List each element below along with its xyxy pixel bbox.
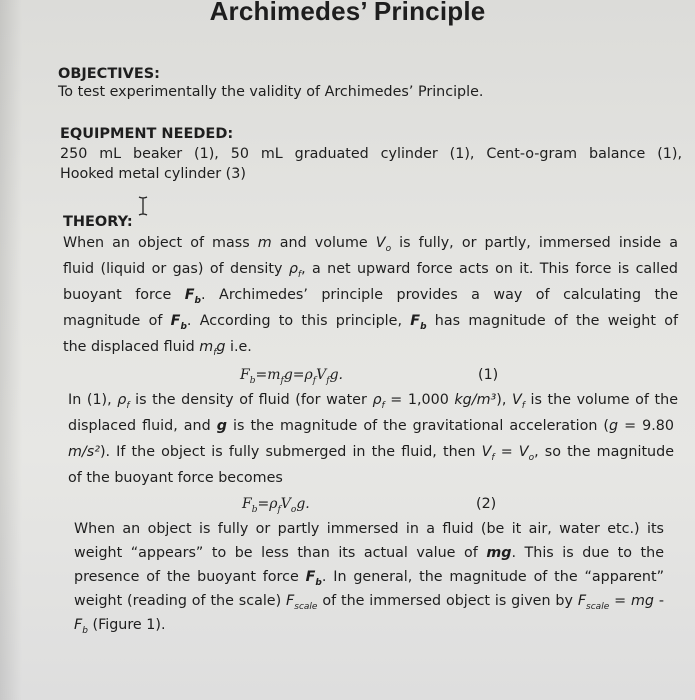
objectives-text: To test experimentally the validity of Archimedes’ Principle. xyxy=(58,84,484,100)
theory-heading: THEORY: xyxy=(63,214,133,230)
theory-p3-line-1: When an object is fully or partly immersed in a fluid (be it air, water etc.) its xyxy=(74,521,664,537)
theory-p1-line-3: buoyant force $F_b$. Archimedes’ principle provides a way of calculating the xyxy=(63,287,678,306)
theory-p1-line-1: When an object of mass m and volume $V_o$ is fully, or partly, immersed inside a xyxy=(63,235,678,254)
theory-p3-line-5: $F_b$ (Figure 1). xyxy=(74,617,166,636)
theory-p3-line-2: weight “appears” to be less than its actual value of mg. This is due to the xyxy=(74,545,665,561)
equation-2-number: (2) xyxy=(476,496,497,512)
equation-1-number: (1) xyxy=(478,367,499,383)
theory-p2-line-1: In (1), $\rho_f$ is the density of fluid (for water $\rho_f = 1,000$ kg/m³), $V_f$ is the volume of the xyxy=(68,392,678,411)
theory-p2-line-2: displaced fluid, and g is the magnitude of the gravitational acceleration (g = 9.80 xyxy=(68,418,674,434)
equipment-line-1: 250 mL beaker (1), 50 mL graduated cylinder (1), Cent-o-gram balance (1), xyxy=(60,146,682,162)
text-cursor-icon xyxy=(137,196,149,216)
page-title: Archimedes’ Principle xyxy=(209,0,486,26)
theory-p2-line-4: of the buoyant force becomes xyxy=(68,470,283,486)
theory-p3-line-3: presence of the buoyant force $F_b$. In general, the magnitude of the “apparent” xyxy=(74,569,664,588)
theory-p2-line-3: m/s²). If the object is fully submerged in the fluid, then $V_f = V_o$, so the magnitude xyxy=(68,444,674,463)
theory-p1-line-5: the displaced fluid $m_fg$ i.e. xyxy=(63,339,252,358)
page-shadow xyxy=(0,0,22,700)
theory-p1-line-4: magnitude of $F_b$. According to this principle, $F_b$ has magnitude of the weight of xyxy=(63,313,678,332)
theory-p1-line-2: fluid (liquid or gas) of density $\rho_f$, a net upward force acts on it. This force is called xyxy=(63,261,679,280)
objectives-heading: OBJECTIVES: xyxy=(58,66,160,82)
equation-1: $F_b=m_fg=\rho_fV_fg$. xyxy=(240,367,344,386)
equipment-line-2: Hooked metal cylinder (3) xyxy=(60,166,246,182)
theory-p3-line-4: weight (reading of the scale) $F_{scale}$ of the immersed object is given by $F_{scale}$ = mg - xyxy=(74,593,664,612)
equation-2: $F_b=\rho_fV_og$. xyxy=(242,496,310,515)
equipment-heading: EQUIPMENT NEEDED: xyxy=(60,126,234,142)
